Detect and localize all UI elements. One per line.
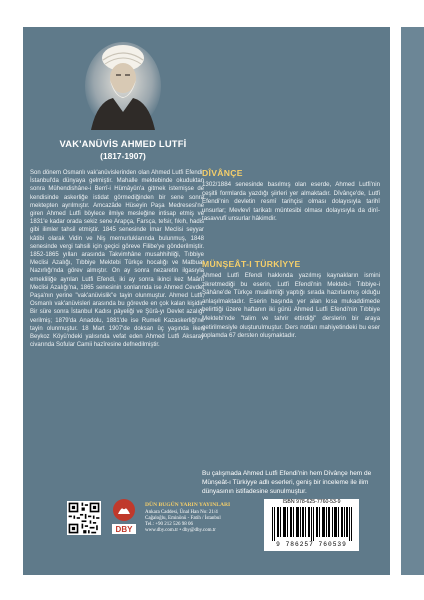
section-title-munseat: MÜNŞEÂT-I TÜRKİYYE: [202, 259, 301, 269]
publisher-address-line2: Cağaloğlu, Eminönü - Fatih / İstanbul: [145, 516, 221, 521]
section-text-divance: 1302/1884 senesinde basılmış olan eserde, Ahmed Lutfi'nin çeşitli formlarda yazdığı şiirleri yer almaktadır. Dîvânçe'de, Lutfi Efendi'nin devletin resmî tarihçisi olması dolayısıyla tarihî unsurlar; Mevlevî tarikatı müntesibi olması dolayısıyla da dinî-tasavvufî unsurlar hâkimdir.: [202, 181, 380, 223]
barcode-icon: [271, 507, 353, 541]
publisher-web: www.dby.com.tr • dby@dby.com.tr: [145, 528, 216, 533]
qr-code-icon: [67, 501, 101, 535]
section-text-munseat: Ahmed Lutfi Efendi hakkında yazılmış kaynakların ismini zikretmediği bu eserin, Lutfi Efendi'nin Mekteb-i Tıbbiye-i Şâhâne'de Türkçe muallimliği yaptığı sırada hazırlanmış olduğu anlaşılmaktadır. Eserin başında yer alan kısa mukaddimede belirttiği üzere haftanın iki günü Ahmed Lutfi Efendi'nin Tıbbiye Mektebi'nde "talim ve tahrir ettirdiği" derslerin bir araya getirilmesiyle oluşturulmuştur. Ders notları mahiyetindeki bu eser toplamda 67 dersten oluşmaktadır.: [202, 272, 380, 340]
publisher-logo: [110, 497, 138, 537]
adjacent-cover-edge: [401, 27, 424, 575]
publisher-phone: Tel.: +90 212 526 98 06: [145, 522, 194, 527]
isbn-label: ISBN 978-625-7760-53-9: [282, 499, 341, 505]
author-portrait: [85, 40, 161, 130]
author-years: (1817-1907): [100, 151, 146, 161]
publisher-address-line1: Ankara Caddesi, Ünal Han No: 21/4: [145, 510, 218, 515]
closing-statement: Bu çalışmada Ahmed Lutfi Efendi'nin hem Dîvânçe hem de Münşeât-ı Türkiyye adlı eserleri, geniş bir inceleme ile ilim dünyasının istifadesine sunulmuştur.: [202, 470, 372, 495]
svg-text:DBY: DBY: [115, 525, 133, 534]
publisher-name: DÜN BUGÜN YARIN YAYINLARI: [145, 502, 231, 508]
author-biography: Son dönem Osmanlı vak'anüvislerinden olan Ahmed Lutfi Efendi, İstanbul'da dünyaya gelmiştir. Mahalle mektebinde okuduktan sonra Mühendishâne-i Berrî-i Hümâyûn'a gitmek istemişse de kendisinde askerliğe istidat görmediğinden bir sene sonra mektepten ayrılmıştır. Amcazâde Hüseyin Paşa Medresesi'ne giren Ahmed Lutfi böylece ilmiye mesleğine intisap etmiş ve 1831'e kadar orada sekiz sene Arapça, Farsça, tefsir, fıkıh, hadis gibi ilimler tahsil etmiştir. 1845 senesinde İmar Meclisi seyyar kâtibi olarak Vidin ve Niş memurluklarında bulunmuş, 1848 senesinde vergi tahsili için geçici göreve Filibe'ye gönderilmiştir. 1852-1865 yılları arasında Takvimhâne musahhihliği, Tıbbiye Meclisi Azalığı, Tıbbiye Mektebi Türkçe hocalığı ve Matbuat Nazırlığı'nda görev almıştır. On ay sonra nezaretin ilgasıyla emekliliğe ayrılan Lutfi Efendi, iki ay sonra ikinci kez Maârif Meclisi Azalığı'na, 1865 senesinin sonlarında ise Ahmed Cevdet Paşa'nın yerine "vak'anüvislik"e tayin olunmuştur. Ahmed Lutfi, Osmanlı vak'anüvisleri arasında bu görevde en çok kalan kişidir. Bir süre sonra İstanbul Kadısı pâyeliği ve Şûrâ-yı Devlet azalığı verilmiş; 1879'da Anadolu, 1881'de ise Rumeli Kazaskerliği'ne tayin olunmuştur. 18 Mart 1907'de doksan üç yaşında iken Beykoz Köyü'ndeki yalısında vefat eden Ahmed Lutfi Aksaray civarında Sofular Camii hazîresine defnedilmiştir.: [30, 170, 204, 349]
back-cover: [23, 27, 390, 575]
barcode-digits: 9 786257 760539: [276, 541, 347, 548]
author-name: VAK'ANÜVİS AHMED LUTFİ: [59, 138, 187, 149]
section-title-divance: DÎVÂNÇE: [202, 168, 243, 178]
